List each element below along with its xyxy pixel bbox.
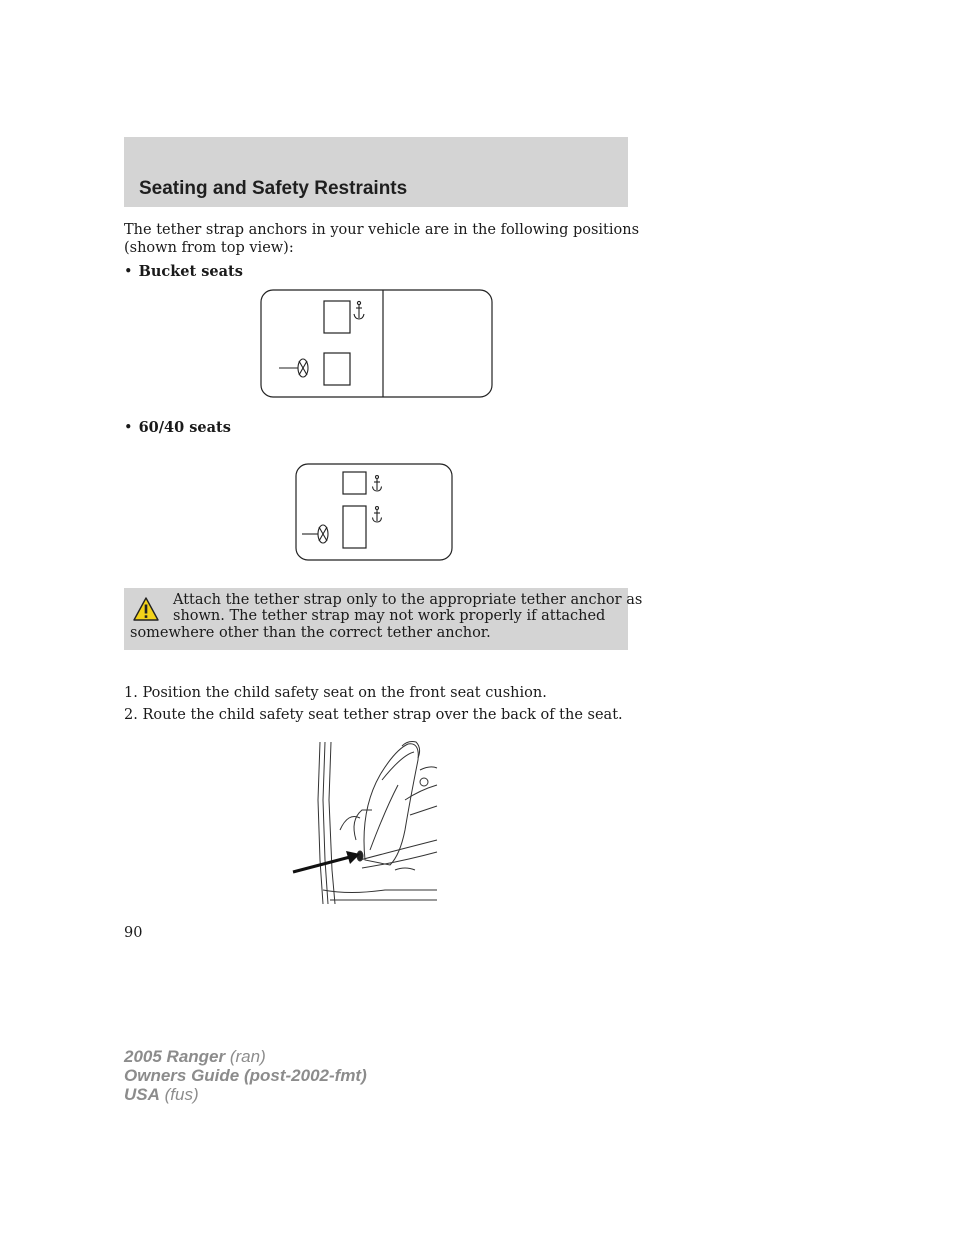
bucket-seats-diagram: [259, 288, 494, 400]
6040-seats-diagram: [294, 462, 454, 563]
bullet-symbol: •: [124, 264, 133, 280]
driver-seat-outline: [324, 353, 350, 385]
bullet-label: Bucket seats: [138, 263, 243, 280]
page-number: 90: [124, 925, 143, 941]
footer-line-2: [124, 1066, 367, 1085]
footer-market: USA: [124, 1085, 160, 1104]
intro-line-1: The tether strap anchors in your vehicle are in the following positions: [124, 222, 640, 238]
warning-triangle-icon: [132, 596, 160, 622]
footer-model-code: (ran): [225, 1047, 266, 1066]
footer-line-1: [124, 1047, 266, 1066]
intro-paragraph: [124, 221, 639, 257]
footer-market-code: (fus): [159, 1085, 199, 1104]
footer-line-3: [124, 1085, 199, 1104]
warning-text-line-2: shown. The tether strap may not work properly if attached: [173, 608, 606, 624]
passenger-seat-outline: [324, 301, 350, 333]
pointer-arrow-icon: [293, 851, 360, 872]
bullet-6040-seats: [124, 419, 231, 436]
seat-tether-illustration: [290, 740, 440, 906]
bullet-symbol: •: [124, 420, 133, 436]
footer-model: 2005 Ranger: [124, 1047, 226, 1066]
page-title: Seating and Safety Restraints: [139, 178, 408, 199]
warning-text-line-3: somewhere other than the correct tether anchor.: [130, 625, 491, 641]
passenger-seat-outline: [343, 472, 366, 494]
warning-text-line-1: Attach the tether strap only to the appropriate tether anchor as: [173, 592, 643, 608]
driver-seat-outline: [343, 506, 366, 548]
step-2: 2. Route the child safety seat tether strap over the back of the seat.: [124, 707, 623, 723]
intro-line-2: (shown from top view):: [124, 240, 294, 256]
warning-box: [124, 588, 643, 650]
bullet-bucket-seats: [124, 263, 243, 280]
bullet-label: 60/40 seats: [138, 419, 231, 436]
footer-guide: Owners Guide (post-2002-fmt): [124, 1066, 367, 1085]
step-1: 1. Position the child safety seat on the front seat cushion.: [124, 685, 547, 701]
